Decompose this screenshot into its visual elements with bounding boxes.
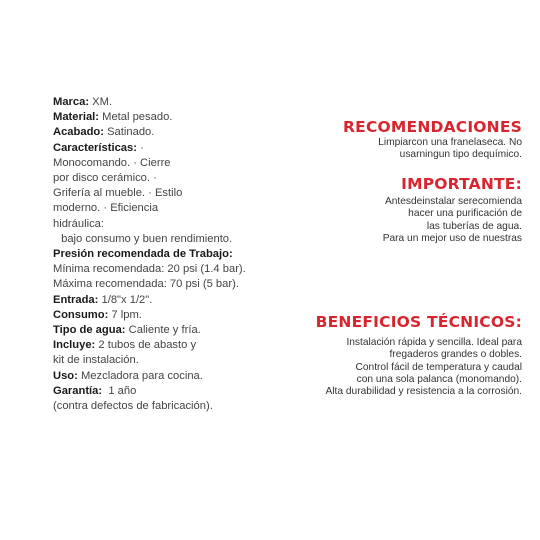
spec-value: Mezcladora para cocina. — [77, 369, 203, 382]
spec-value: moderno. · Eficiencia — [53, 202, 159, 215]
spec-line — [53, 110, 293, 125]
spec-line — [53, 95, 293, 110]
beneficios-line: con una sola palanca (monomando). — [356, 373, 522, 385]
spec-line — [53, 277, 293, 292]
beneficios-line: Alta durabilidad y resistencia a la corrosión. — [325, 386, 522, 398]
recomendaciones-line: usarningun tipo dequímico. — [399, 149, 522, 161]
spec-label: Características: — [53, 141, 137, 154]
spec-label: Consumo: — [53, 308, 109, 321]
importante-line: Para un mejor uso de nuestras — [382, 232, 522, 244]
spec-label: Tipo de agua: — [53, 324, 126, 337]
spec-value: Monocomando. · Cierre — [53, 156, 171, 169]
spec-label: Acabado: — [53, 126, 104, 139]
spec-label: Material: — [53, 111, 100, 124]
spec-label: Garantía: — [53, 384, 103, 397]
spec-label: Incluye: — [53, 339, 96, 352]
recomendaciones-section — [343, 118, 522, 162]
spec-value: 1 año — [102, 384, 137, 397]
beneficios-section — [316, 313, 522, 398]
spec-line — [53, 217, 293, 232]
spec-value: · — [136, 141, 144, 154]
spec-value: Máxima recomendada: 70 psi (5 bar). — [53, 278, 239, 291]
importante-line: hacer una purificación de — [408, 208, 522, 220]
spec-value: 7 lpm. — [108, 308, 142, 321]
spec-value: por disco cerámico. · — [53, 172, 157, 185]
spec-value: 2 tubos de abasto y — [95, 339, 197, 352]
spec-value: XM. — [89, 96, 113, 108]
spec-line — [53, 141, 293, 156]
recomendaciones-heading: RECOMENDACIONES — [343, 118, 522, 136]
spec-label: Entrada: — [53, 293, 99, 306]
importante-heading: IMPORTANTE: — [401, 175, 522, 193]
recomendaciones-line: Limpiarcon una franelaseca. No — [378, 137, 522, 148]
spec-line — [53, 384, 293, 399]
spec-value: (contra defectos de fabricación). — [53, 400, 213, 413]
spec-value: 1/8"x 1/2". — [98, 293, 153, 306]
spec-line — [53, 369, 293, 384]
beneficios-line: Instalación rápida y sencilla. Ideal para — [346, 337, 522, 348]
beneficios-line: Control fácil de temperatura y caudal — [355, 361, 522, 373]
spec-line — [53, 247, 293, 262]
importante-line: las tuberías de agua. — [426, 220, 522, 232]
spec-value: hidráulica: — [53, 217, 104, 230]
spec-label: Presión recomendada de Trabajo: — [53, 248, 233, 261]
spec-label: Marca: — [53, 96, 90, 108]
spec-line — [53, 308, 293, 323]
spec-value: Grifería al mueble. · Estilo — [53, 187, 183, 200]
spec-line — [53, 201, 293, 216]
spec-line — [53, 125, 293, 140]
beneficios-heading: BENEFICIOS TÉCNICOS: — [315, 313, 522, 331]
spec-value: Satinado. — [103, 126, 155, 139]
beneficios-line: fregaderos grandes o dobles. — [389, 349, 522, 361]
spec-value: kit de instalación. — [53, 354, 139, 367]
spec-line — [53, 353, 293, 368]
spec-line — [53, 323, 293, 338]
spec-line — [53, 338, 293, 353]
spec-line — [53, 399, 293, 414]
importante-line: Antesdeinstalar serecomienda — [384, 196, 522, 207]
spec-line — [53, 171, 293, 186]
spec-line — [53, 186, 293, 201]
spec-value: Metal pesado. — [99, 111, 173, 124]
spec-value: Caliente y fría. — [125, 324, 201, 337]
spec-line — [53, 232, 293, 247]
spec-value: bajo consumo y buen rendimiento. — [58, 232, 233, 245]
spec-label: Uso: — [53, 369, 78, 382]
spec-line — [53, 262, 293, 277]
spec-list — [53, 95, 293, 414]
spec-line — [53, 293, 293, 308]
spec-value: Mínima recomendada: 20 psi (1.4 bar). — [53, 263, 246, 276]
spec-line — [53, 156, 293, 171]
importante-section — [383, 175, 522, 245]
